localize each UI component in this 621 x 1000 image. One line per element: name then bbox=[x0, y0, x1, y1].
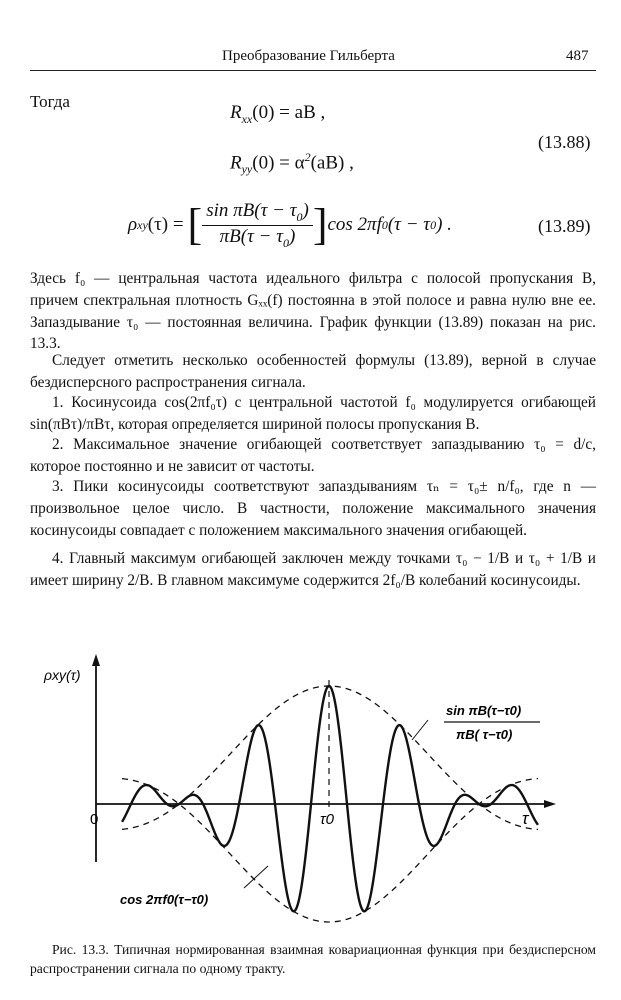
y-axis-label: ρxy(τ) bbox=[44, 667, 81, 683]
cosine-leader bbox=[244, 866, 268, 888]
correlation-curve bbox=[122, 686, 538, 911]
paragraph-item-4: 4. Главный максимум огибающей заключен между точками τ₀ − 1/B и τ₀ + 1/B и имеет ширину 2/B. В главном максимуме содержится 2f₀/B колебаний косинусоиды. bbox=[30, 550, 596, 589]
envelope-leader bbox=[412, 720, 428, 740]
equation-number-13-89: (13.89) bbox=[538, 216, 591, 236]
cosine-label: cos 2πf0(τ−τ0) bbox=[120, 892, 209, 907]
figure-caption: Рис. 13.3. Типичная нормированная взаимная ковариационная функция при бездисперсном распространении сигнала по одному тракту. bbox=[30, 942, 596, 976]
envelope-label-denominator: πB( τ−τ0) bbox=[456, 727, 513, 742]
running-title: Преобразование Гильберта bbox=[222, 48, 395, 64]
intro-word: Тогда bbox=[30, 92, 70, 111]
equation-number-13-88: (13.88) bbox=[538, 132, 591, 152]
paragraph-definitions: Здесь f₀ — центральная частота идеального фильтра с полосой пропускания B, причем спектральная плотность Gₓₓ(f) постоянна в этой полосе и равна нулю вне ее. Запаздывание τ₀ — постоянная величина. График функции (13.89) показан на рис. 13.3. bbox=[30, 270, 596, 353]
paragraph-item-2: 2. Максимальное значение огибающей соответствует запаздыванию τ₀ = d/c, которое постоянно и не зависит от частоты. bbox=[30, 436, 596, 475]
equation-rho-xy: ρ xy (τ) = [ $\frac{\sin \pi B(\tau - \tau_0)}{\pi B(\tau - \tau_0)}$ ] cos 2πf 0 (τ − τ 0 ) . bbox=[128, 199, 452, 250]
tau0-label: τ0 bbox=[320, 811, 334, 828]
x-axis-arrow bbox=[544, 800, 556, 808]
paragraph-features-intro: Следует отметить несколько особенностей формулы (13.89), верной в случае бездисперсного распространения сигнала. bbox=[30, 352, 596, 391]
running-header bbox=[0, 48, 621, 72]
sinc-fraction: $\frac{\sin \pi B(\tau - \tau_0)}{\pi B(\tau - \tau_0)}$ bbox=[202, 200, 313, 251]
page-number: 487 bbox=[566, 48, 589, 64]
x-axis-label: τ bbox=[522, 809, 529, 828]
y-axis-arrow bbox=[92, 654, 100, 666]
header-rule bbox=[30, 70, 596, 71]
origin-label: 0 bbox=[90, 811, 99, 828]
paragraph-item-1: 1. Косинусоида cos(2πf₀τ) с центральной частотой f₀ модулируется огибающей sin(πBτ)/πBτ, которая определяется шириной полосы пропускания B. bbox=[30, 394, 596, 433]
equation-rxx: $R_{xx}(0)$ = aB , bbox=[230, 102, 326, 126]
envelope-label-numerator: sin πB(τ−τ0) bbox=[446, 703, 522, 718]
paragraph-item-3: 3. Пики косинусоиды соответствуют запаздываниям τₙ = τ₀± n/f₀, где n — произвольное целое число. В частности, положение максимального значения косинусоиды совпадает с положением максимального значения огибающей. bbox=[30, 478, 596, 539]
equation-ryy: $R_{yy}(0) = \alpha^2(aB)$ , bbox=[230, 150, 354, 177]
figure-13-3 bbox=[0, 640, 621, 935]
